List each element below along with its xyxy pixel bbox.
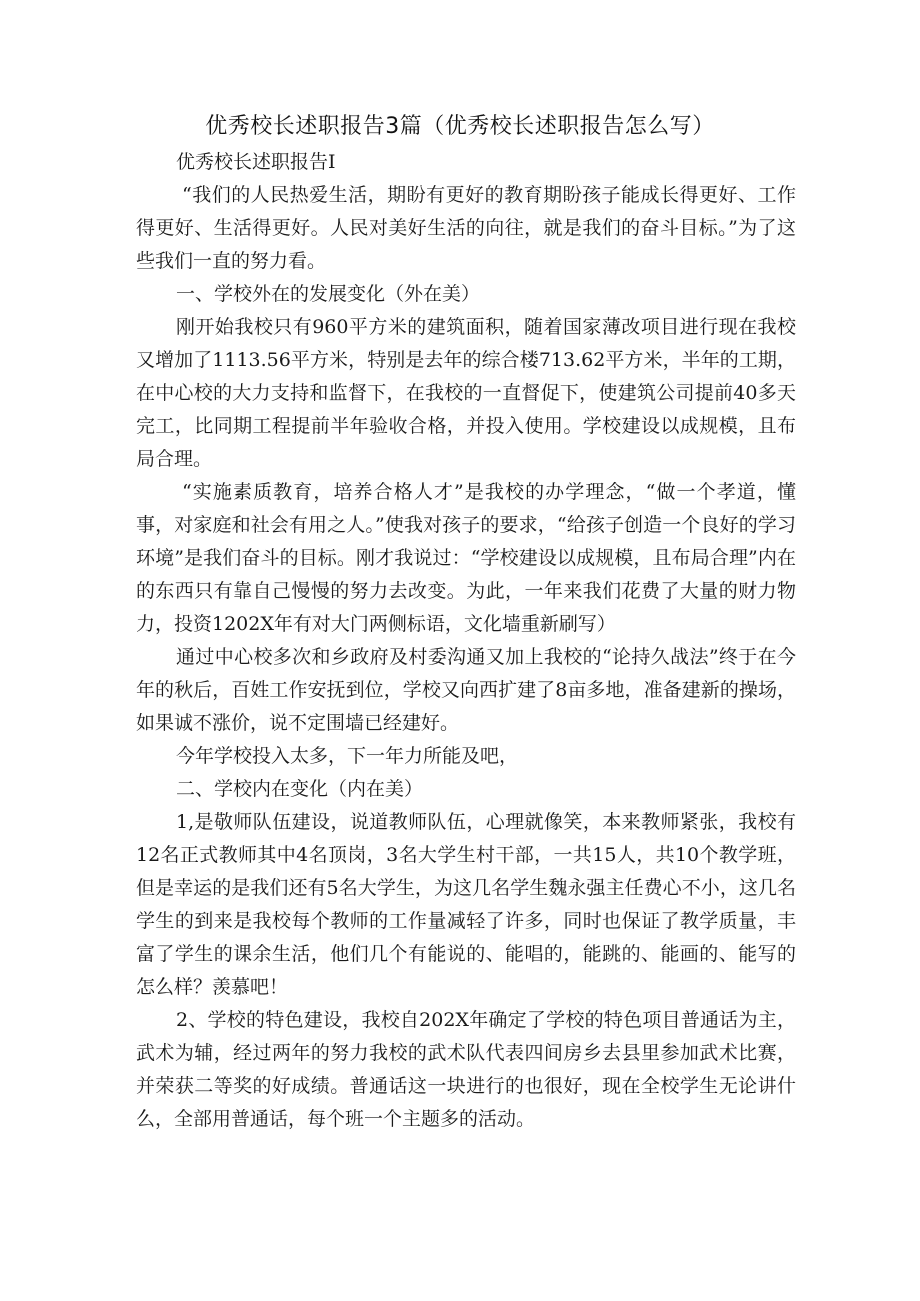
paragraph: 今年学校投入太多，下一年力所能及吧，: [176, 745, 519, 767]
paragraph: 2、学校的特色建设，我校自202X年确定了学校的特色项目普通话为主，武术为辅，经过两年的努力我校的武术队代表四间房乡去县里参加武术比赛，并荣获二等奖的好成绩。普通话这一块进行的也很好，现在全校学生无论讲什么，全部用普通话，每个班一个主题多的活动。: [136, 1009, 796, 1130]
paragraph: 通过中心校多次和乡政府及村委沟通又加上我校的“论持久战法”终于在今年的秋后，百姓工作安抚到位，学校又向西扩建了8亩多地，准备建新的操场，如果诚不涨价，说不定围墙已经建好。: [136, 646, 796, 734]
section-heading: 二、学校内在变化（内在美）: [176, 778, 424, 800]
section-heading: 一、学校外在的发展变化（外在美）: [176, 283, 481, 305]
section-subtitle: 优秀校长述职报告Ⅰ: [176, 151, 336, 173]
page-title: 优秀校长述职报告3篇（优秀校长述职报告怎么写）: [205, 114, 715, 139]
paragraph: “实施素质教育，培养合格人才”是我校的办学理念，“做一个孝道，懂事，对家庭和社会有用之人。”使我对孩子的要求，“给孩子创造一个良好的学习环境”是我们奋斗的目标。刚才我说过：“学校建设以成规模，且布局合理”内在的东西只有靠自己慢慢的努力去改变。为此，一年来我们花费了大量的财力物力，投资1202X年有对大门两侧标语，文化墙重新刷写）: [136, 481, 796, 635]
paragraph: 1,是敬师队伍建设，说道教师队伍，心理就像笑，本来教师紧张，我校有12名正式教师其中4名顶岗，3名大学生村干部，一共15人，共10个教学班，但是幸运的是我们还有5名大学生，为这几名学生魏永强主任费心不小，这几名学生的到来是我校每个教师的工作量减轻了许多，同时也保证了教学质量，丰富了学生的课余生活，他们几个有能说的、能唱的，能跳的、能画的、能写的怎么样？羡慕吧！: [136, 811, 796, 998]
document-body: [136, 146, 796, 1136]
paragraph: 刚开始我校只有960平方米的建筑面积，随着国家薄改项目进行现在我校又增加了1113.56平方米，特别是去年的综合楼713.62平方米，半年的工期，在中心校的大力支持和监督下，在我校的一直督促下，使建筑公司提前40多天完工，比同期工程提前半年验收合格，并投入使用。学校建设以成规模，且布局合理。: [136, 316, 796, 470]
paragraph: “我们的人民热爱生活，期盼有更好的教育期盼孩子能成长得更好、工作得更好、生活得更好。人民对美好生活的向往，就是我们的奋斗目标。”为了这些我们一直的努力看。: [136, 184, 796, 272]
